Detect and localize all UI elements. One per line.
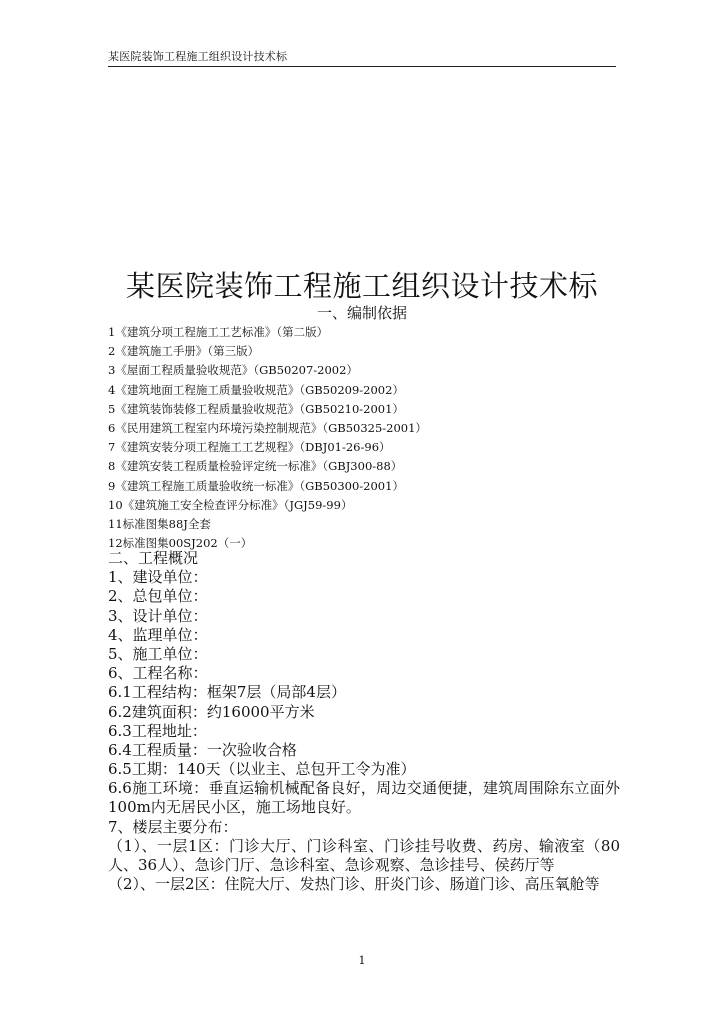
reference-item: 4《建筑地面工程施工质量验收规范》（GB50209-2002） <box>108 382 404 397</box>
reference-item: 11标准图集88J全套 <box>108 516 211 531</box>
floor-item: （1）、一层1区：门诊大厅、门诊科室、门诊挂号收费、药房、输液室（80人、36人）、急诊门厅、急诊科室、急诊观察、急诊挂号、侯药厅等 <box>108 836 620 875</box>
reference-item: 8《建筑安装工程质量检验评定统一标准》（GBJ300-88） <box>108 459 403 474</box>
overview-item: 1、建设单位： <box>108 568 208 587</box>
header-divider <box>108 66 616 67</box>
reference-item: 7《建筑安装分项工程施工工艺规程》（DBJ01-26-96） <box>108 440 391 455</box>
floor-distribution-heading: 7、楼层主要分布： <box>108 817 238 836</box>
overview-item: 3、设计单位： <box>108 606 208 625</box>
reference-item: 5《建筑装饰装修工程质量验收规范》（GB50210-2001） <box>108 401 404 416</box>
overview-item: 6、工程名称： <box>108 664 208 683</box>
floor-item: （2）、一层2区：住院大厅、发热门诊、肝炎门诊、肠道门诊、高压氧舱等 <box>108 875 600 894</box>
document-title: 某医院装饰工程施工组织设计技术标 <box>125 269 598 303</box>
overview-item: 6.5工期：140天（以业主、总包开工令为准） <box>108 760 416 779</box>
construction-environment-paragraph: 6.6施工环境：垂直运输机械配备良好，周边交通便捷，建筑周围除东立面外100m内无居民小区，施工场地良好。 <box>108 779 620 817</box>
running-header: 某医院装饰工程施工组织设计技术标 <box>108 50 288 63</box>
reference-item: 3《屋面工程质量验收规范》（GB50207-2002） <box>108 363 358 378</box>
reference-item: 12标准图集00SJ202（一） <box>108 536 253 551</box>
reference-item: 2《建筑施工手册》（第三版） <box>108 344 260 359</box>
reference-item: 9《建筑工程施工质量验收统一标准》（GB50300-2001） <box>108 478 404 493</box>
overview-item: 6.1工程结构：框架7层（局部4层） <box>108 683 346 702</box>
page-number: 1 <box>358 954 366 967</box>
reference-item: 6《民用建筑工程室内环境污染控制规范》（GB50325-2001） <box>108 420 427 435</box>
overview-item: 6.2建筑面积：约16000平方米 <box>108 702 315 721</box>
section1-heading: 一、编制依据 <box>316 304 407 322</box>
overview-item: 5、施工单位： <box>108 644 208 663</box>
reference-list <box>108 323 427 553</box>
overview-item: 6.4工程质量：一次验收合格 <box>108 740 297 759</box>
overview-item: 2、总包单位： <box>108 587 208 606</box>
reference-item: 1《建筑分项工程施工工艺标准》（第二版） <box>108 325 329 339</box>
project-overview <box>108 549 620 894</box>
reference-item: 10《建筑施工安全检查评分标准》（JGJ59-99） <box>108 497 353 512</box>
section2-heading: 二、工程概况 <box>108 549 199 567</box>
overview-item: 6.3工程地址： <box>108 721 207 740</box>
overview-item: 4、监理单位： <box>108 625 208 644</box>
